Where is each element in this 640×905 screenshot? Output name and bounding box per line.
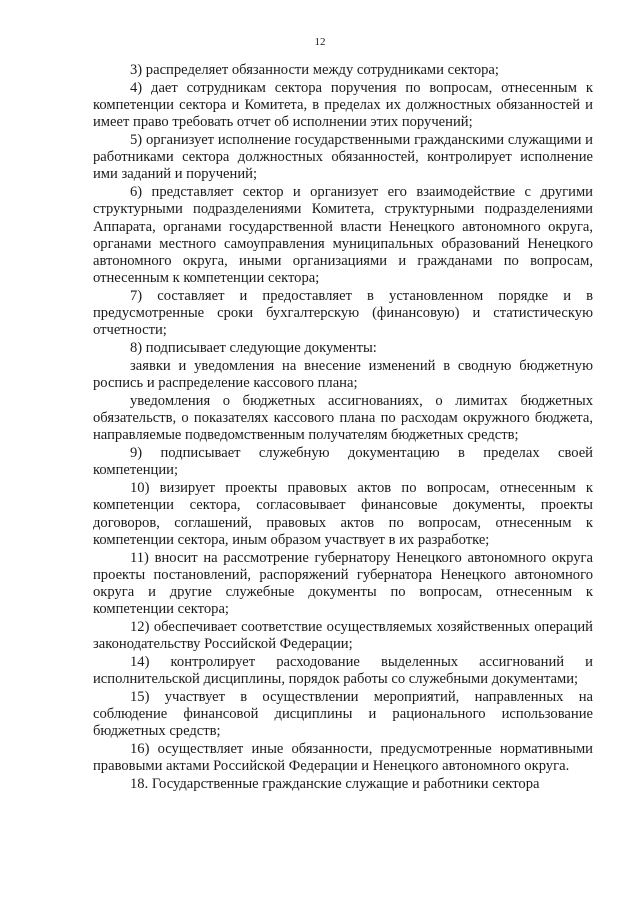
paragraph-item-16: 16) осуществляет иные обязанности, предусмотренные нормативными правовыми актами Российской Федерации и Ненецкого автономного округа. — [93, 741, 593, 775]
paragraph-item-7: 7) составляет и предоставляет в установленном порядке и в предусмотренные сроки бухгалтерскую (финансовую) и статистическую отчетности; — [93, 288, 593, 339]
paragraph-item-14: 14) контролирует расходование выделенных ассигнований и исполнительской дисциплины, порядок работы со служебными документами; — [93, 654, 593, 688]
paragraph-item-10: 10) визирует проекты правовых актов по вопросам, отнесенным к компетенции сектора, согласовывает финансовые документы, проекты договоров, соглашений, правовых актов по вопросам, отнесенным к компетенции сектора, иным образом участвует в их разработке; — [93, 480, 593, 548]
paragraph-item-8-sub-1: заявки и уведомления на внесение изменений в сводную бюджетную роспись и распределение кассового плана; — [93, 358, 593, 392]
paragraph-item-11: 11) вносит на рассмотрение губернатору Ненецкого автономного округа проекты постановлений, распоряжений губернатора Ненецкого автономного округа и другие служебные документы по вопросам, отнесенным к компетенции сектора; — [93, 549, 593, 618]
paragraph-item-3: 3) распределяет обязанности между сотрудниками сектора; — [130, 62, 499, 78]
paragraph-item-6: 6) представляет сектор и организует его взаимодействие с другими структурными подразделениями Комитета, структурными подразделениями Аппарата, органами государственной власти Ненецкого автономного округа, органами местного самоуправления муниципальных образований Ненецкого автономного округа, иными организациями и гражданами по вопросам, отнесенным к компетенции сектора; — [93, 184, 593, 287]
paragraph-item-4: 4) дает сотрудникам сектора поручения по вопросам, отнесенным к компетенции сектора и Комитета, в пределах их должностных обязанностей и имеет право требовать отчет об исполнении этих поручений; — [93, 79, 593, 131]
page-number: 12 — [314, 36, 326, 48]
paragraph-item-9: 9) подписывает служебную документацию в пределах своей компетенции; — [93, 445, 593, 479]
paragraph-item-12: 12) обеспечивает соответствие осуществляемых хозяйственных операций законодательству Российской Федерации; — [93, 619, 593, 653]
paragraph-item-15: 15) участвует в осуществлении мероприятий, направленных на соблюдение финансовой дисциплины и рационального использование бюджетных средств; — [93, 689, 593, 740]
paragraph-item-5: 5) организует исполнение государственными гражданскими служащими и работниками сектора должностных обязанностей, контролирует исполнение ими заданий и поручений; — [93, 132, 593, 183]
paragraph-item-8-sub-2: уведомления о бюджетных ассигнованиях, о лимитах бюджетных обязательств, о показателях кассового плана по расходам окружного бюджета, направляемые подведомственным получателям бюджетных средств; — [93, 393, 593, 444]
paragraph-section-18: 18. Государственные гражданские служащие и работники сектора — [130, 776, 540, 793]
paragraph-item-8: 8) подписывает следующие документы: — [130, 340, 377, 357]
document-body — [93, 62, 593, 794]
